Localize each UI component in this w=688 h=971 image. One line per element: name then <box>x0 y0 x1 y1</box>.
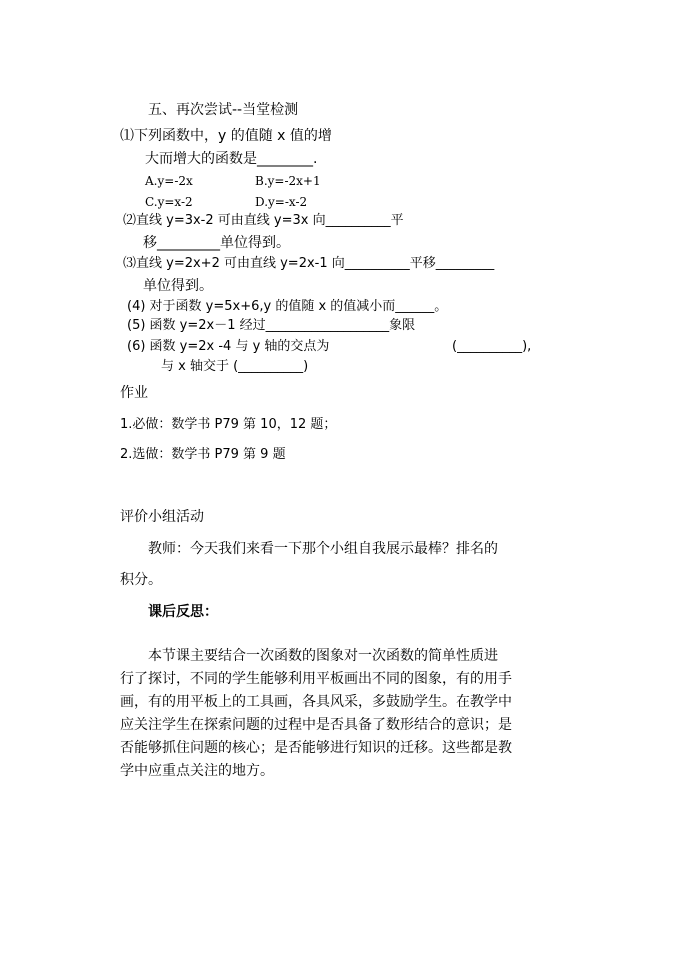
homework-item-2: 2.选做：数学书 P79 第 9 题 <box>120 447 286 462</box>
reflection-line: 学中应重点关注的地方。 <box>120 763 274 779</box>
question-1-option-c: C.y=x-2 <box>145 195 193 209</box>
question-6-line-2: 与 x 轴交于 (__________) <box>161 359 309 374</box>
question-3-line-1: ⑶直线 y=2x+2 可由直线 y=2x-1 向__________平移_________ <box>123 256 495 271</box>
reflection-line: 行了探讨，不同的学生能够利用平板画出不同的图象，有的用手 <box>120 671 512 687</box>
evaluation-heading: 评价小组活动 <box>120 509 204 525</box>
reflection-line: 应关注学生在探索问题的过程中是否具备了数形结合的意识；是 <box>120 717 512 733</box>
question-4: (4) 对于函数 y=5x+6,y 的值随 x 的值减小而______。 <box>127 299 448 314</box>
question-2-line-2: 移_________单位得到。 <box>143 235 290 251</box>
question-1-line-1: ⑴下列函数中，y 的值随 x 值的增 <box>120 128 332 144</box>
evaluation-line-2: 积分。 <box>120 572 162 588</box>
question-5: (5) 函数 y=2x－1 经过___________________象限 <box>127 318 416 333</box>
reflection-paragraph <box>120 645 576 783</box>
question-1-line-2: 大而增大的函数是________. <box>145 151 318 167</box>
question-2-line-1: ⑵直线 y=3x-2 可由直线 y=3x 向__________平 <box>123 213 404 228</box>
question-1-option-d: D.y=-x-2 <box>255 195 308 209</box>
question-3-line-2: 单位得到。 <box>143 278 213 294</box>
question-1-option-a: A.y=-2x <box>145 174 193 188</box>
section-title: 五、再次尝试--当堂检测 <box>148 102 299 118</box>
reflection-line: 否能够抓住问题的核心；是否能够进行知识的迁移。这些都是教 <box>120 740 512 756</box>
question-1-option-b: B.y=-2x+1 <box>255 174 321 188</box>
evaluation-line-1: 教师：今天我们来看一下那个小组自我展示最棒？排名的 <box>148 541 498 557</box>
reflection-line: 本节课主要结合一次函数的图象对一次函数的简单性质进 <box>148 648 498 664</box>
homework-heading: 作业 <box>120 385 148 401</box>
question-6-line-1: (6) 函数 y=2x -4 与 y 轴的交点为 <box>127 339 330 354</box>
reflection-line: 画，有的用平板上的工具画，各具风采，多鼓励学生。在教学中 <box>120 694 512 710</box>
homework-item-1: 1.必做：数学书 P79 第 10，12 题； <box>120 417 337 432</box>
reflection-heading: 课后反思： <box>148 604 218 620</box>
question-6-line-1-blank: (__________), <box>452 339 532 354</box>
